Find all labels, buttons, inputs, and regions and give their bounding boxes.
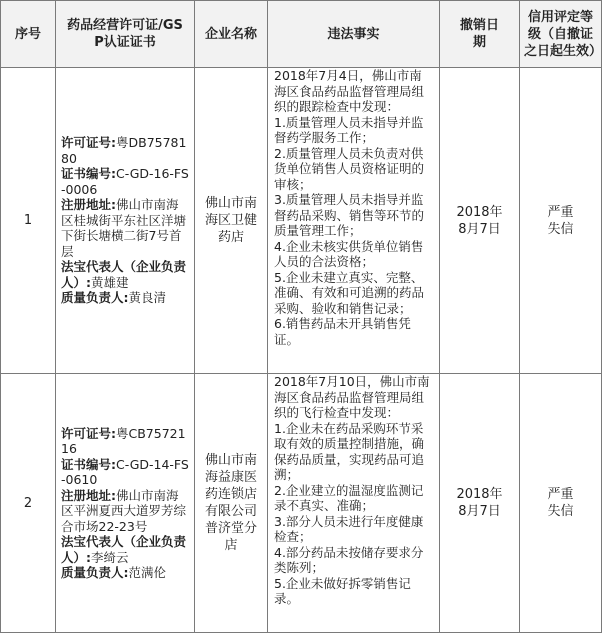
header-company: 企业名称 bbox=[195, 1, 268, 68]
legal-rep-value: 李绮云 bbox=[91, 549, 129, 565]
row-index: 1 bbox=[1, 68, 56, 374]
fact-line: 3.部分人员未进行年度健康检查； bbox=[274, 513, 424, 544]
facts-cell bbox=[268, 68, 440, 374]
credit-rating: 严重失信 bbox=[520, 68, 602, 374]
quality-value: 范满伦 bbox=[128, 565, 167, 580]
fact-line: 4.企业未核实供货单位销售人员的合法资格； bbox=[274, 238, 424, 269]
cert-label: 证书编号: bbox=[61, 166, 116, 182]
header-revoke-date: 撤销日期 bbox=[440, 1, 520, 68]
cert-value: C-GD-14-FS-0610 bbox=[61, 456, 189, 487]
legal-rep-label: 法宝代表人（企业负责人）: bbox=[61, 534, 187, 565]
legal-rep-value: 黄雄建 bbox=[91, 274, 129, 290]
header-row bbox=[1, 1, 602, 68]
license-label: 许可证号: bbox=[61, 135, 116, 151]
quality-value: 黄良清 bbox=[128, 290, 167, 306]
license-cell bbox=[56, 374, 195, 633]
cert-label: 证书编号: bbox=[61, 456, 116, 472]
license-value: 粤CB7572116 bbox=[61, 425, 186, 456]
company-name: 佛山市南海区卫健药店 bbox=[195, 68, 268, 374]
header-index: 序号 bbox=[1, 1, 56, 68]
license-cell bbox=[56, 68, 195, 374]
license-label: 许可证号: bbox=[61, 425, 116, 441]
legal-rep-label: 法宝代表人（企业负责人）: bbox=[61, 259, 187, 290]
row-index: 2 bbox=[1, 374, 56, 633]
fact-line: 1.企业未在药品采购环节采取有效的质量控制措施，确保药品质量，实现药品可追溯； bbox=[274, 420, 425, 482]
address-value: 佛山市南海区平洲夏西大道罗芳综合市场22-23号 bbox=[61, 487, 187, 534]
cert-value: C-GD-16-FS-0006 bbox=[61, 166, 189, 197]
fact-line: 2.企业建立的温湿度监测记录不真实、准确； bbox=[274, 482, 424, 513]
fact-line: 5.企业未做好拆零销售记录。 bbox=[274, 575, 411, 606]
fact-line: 6.销售药品未开具销售凭证。 bbox=[274, 316, 411, 347]
fact-line: 1.质量管理人员未指导并监督药学服务工作； bbox=[274, 114, 424, 145]
fact-line: 2018年7月10日，佛山市南海区食品药品监督管理局组织的飞行检查中发现： bbox=[274, 374, 430, 420]
table-row bbox=[1, 68, 602, 374]
facts-cell bbox=[268, 374, 440, 633]
address-label: 注册地址: bbox=[61, 197, 116, 213]
fact-line: 5.企业未建立真实、完整、准确、有效和可追溯的药品采购、验收和销售记录； bbox=[274, 269, 425, 316]
header-facts: 违法事实 bbox=[268, 1, 440, 68]
fact-line: 3.质量管理人员未指导并监督药品采购、销售等环节的质量管理工作； bbox=[274, 192, 425, 238]
address-value: 佛山市南海区桂城街平东社区洋塘下街长塘横二街7号首层 bbox=[61, 197, 187, 259]
company-name: 佛山市南海益康医药连锁店有限公司普济堂分店 bbox=[195, 374, 268, 633]
fact-line: 4.部分药品未按储存要求分类陈列； bbox=[274, 544, 424, 575]
revoke-date: 2018年8月7日 bbox=[440, 374, 520, 633]
quality-label: 质量负责人: bbox=[61, 565, 129, 580]
fact-line: 2018年7月4日，佛山市南海区食品药品监督管理局组织的跟踪检查中发现： bbox=[274, 68, 425, 114]
header-license: 药品经营许可证/GSP认证证书 bbox=[56, 1, 195, 68]
quality-label: 质量负责人: bbox=[61, 290, 129, 306]
credit-rating: 严重失信 bbox=[520, 374, 602, 633]
header-credit: 信用评定等级（自撤证之日起生效） bbox=[520, 1, 602, 68]
table-row bbox=[1, 374, 602, 633]
fact-line: 2.质量管理人员未负责对供货单位销售人员资格证明的审核； bbox=[274, 145, 425, 192]
address-label: 注册地址: bbox=[61, 487, 116, 503]
revoke-date: 2018年8月7日 bbox=[440, 68, 520, 374]
license-value: 粤DB7578180 bbox=[61, 135, 187, 166]
